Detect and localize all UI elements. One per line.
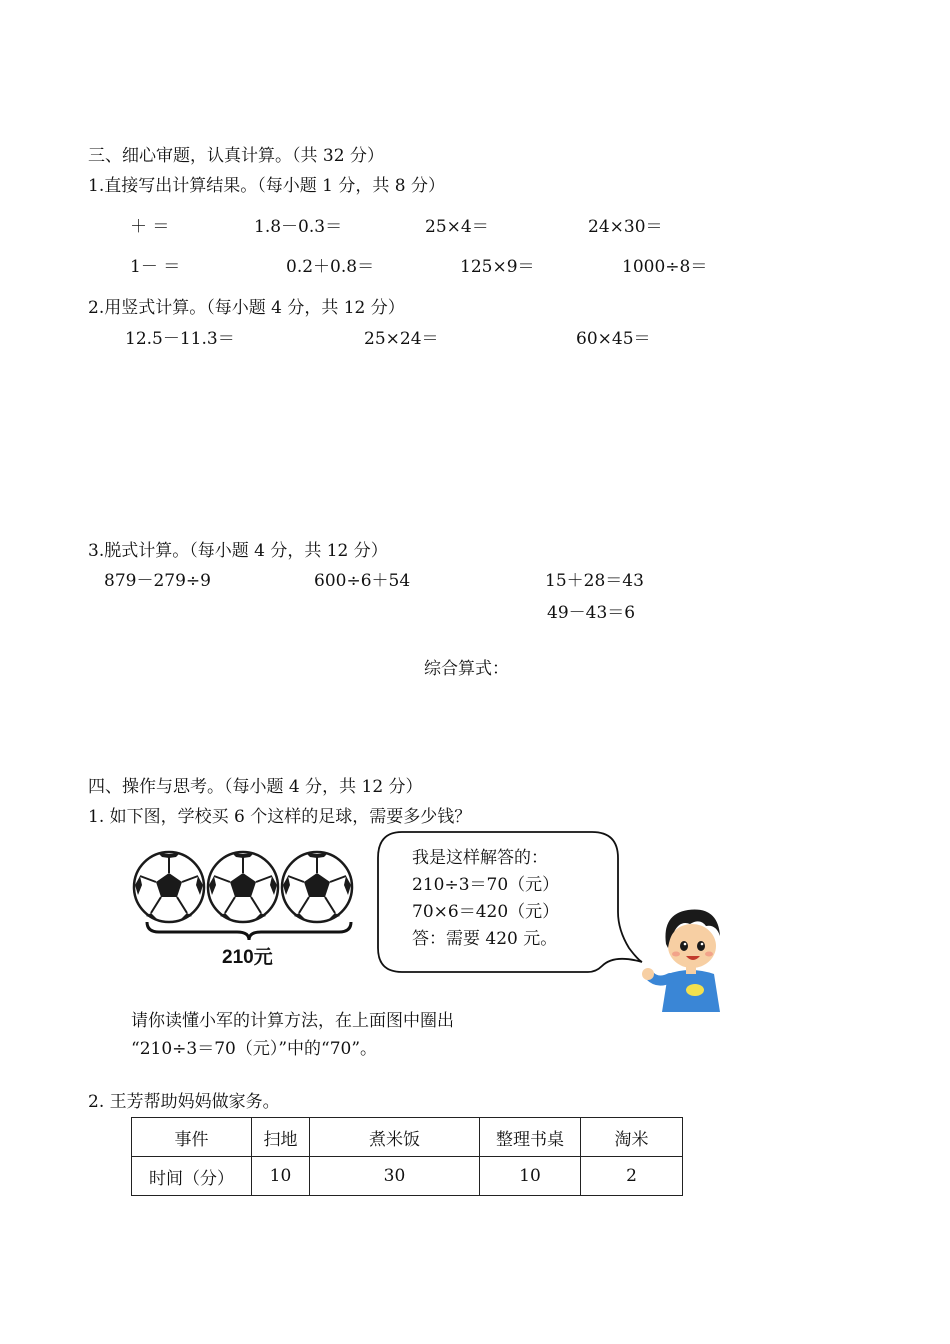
- q3-step: 15＋28＝43: [545, 571, 644, 591]
- bubble-line: 我是这样解答的：: [412, 848, 548, 868]
- q1-item: ＋ ＝: [130, 217, 170, 237]
- instruction-line: 请你读懂小军的计算方法，在上面图中圈出: [131, 1011, 454, 1031]
- q3-step: 49－43＝6: [547, 603, 636, 623]
- bubble-line: 70×6＝420（元）: [412, 902, 560, 922]
- instruction-line: “210÷3＝70（元）”中的“70”。: [131, 1039, 378, 1059]
- s4-q2-question: 2. 王芳帮助妈妈做家务。: [88, 1092, 280, 1112]
- bubble-line: 答：需要 420 元。: [412, 929, 558, 949]
- table-header-cell: 煮米饭: [310, 1118, 480, 1157]
- q2-item: 25×24＝: [364, 329, 439, 349]
- table-cell: 10: [252, 1157, 310, 1196]
- brace-icon: [145, 920, 353, 944]
- table-header-row: [132, 1118, 683, 1157]
- q1-item: 1.8－0.3＝: [254, 217, 343, 237]
- q3-item: 600÷6＋54: [314, 571, 411, 591]
- q1-item: 1－ ＝: [130, 257, 181, 277]
- soccer-ball: [282, 852, 352, 922]
- table-header-cell: 淘米: [581, 1118, 683, 1157]
- table-header-cell: 事件: [132, 1118, 252, 1157]
- q2-title: 2.用竖式计算。（每小题 4 分，共 12 分）: [88, 298, 405, 318]
- table-cell: 2: [581, 1157, 683, 1196]
- s4-q1-question: 1. 如下图，学校买 6 个这样的足球，需要多少钱？: [88, 807, 472, 827]
- cartoon-boy-illustration: [640, 902, 740, 1020]
- q2-item: 60×45＝: [576, 329, 651, 349]
- soccer-ball: [134, 852, 204, 922]
- table-cell: 10: [480, 1157, 581, 1196]
- section3-title: 三、细心审题，认真计算。（共 32 分）: [88, 146, 384, 166]
- table-cell: 30: [310, 1157, 480, 1196]
- soccer-balls-illustration: [132, 845, 360, 931]
- q1-item: 0.2＋0.8＝: [286, 257, 375, 277]
- q1-item: 24×30＝: [588, 217, 663, 237]
- table-row: [132, 1157, 683, 1196]
- q1-title: 1.直接写出计算结果。（每小题 1 分，共 8 分）: [88, 176, 445, 196]
- chores-table: [131, 1117, 683, 1196]
- table-cell: 时间（分）: [132, 1157, 252, 1196]
- q3-combined-label: 综合算式：: [424, 659, 509, 679]
- q1-item: 25×4＝: [425, 217, 489, 237]
- price-label: 210元: [222, 947, 273, 968]
- q1-item: 1000÷8＝: [622, 257, 708, 277]
- bubble-line: 210÷3＝70（元）: [412, 875, 560, 895]
- section4-title: 四、操作与思考。（每小题 4 分，共 12 分）: [88, 777, 423, 797]
- q2-item: 12.5－11.3＝: [125, 329, 235, 349]
- q3-title: 3.脱式计算。（每小题 4 分，共 12 分）: [88, 541, 388, 561]
- table-header-cell: 扫地: [252, 1118, 310, 1157]
- q3-item: 879－279÷9: [104, 571, 211, 591]
- q1-item: 125×9＝: [460, 257, 535, 277]
- table-header-cell: 整理书桌: [480, 1118, 581, 1157]
- soccer-ball: [208, 852, 278, 922]
